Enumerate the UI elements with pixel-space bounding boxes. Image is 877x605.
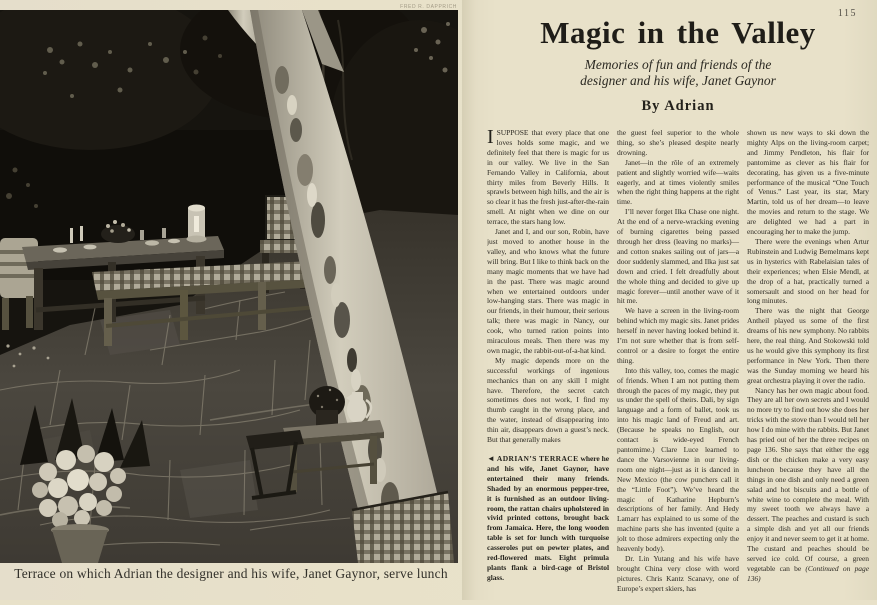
paragraph-text: Nancy has her own magic about food. They are all her own secrets and I would no more try to find out how she does her tricks with the stove than I would tell her how I do mine with the rabbits. But Janet has pried out of her the three recipes on page 136. She says that either the egg dish or the chicken make a very easy luncheon because they have all the things in one dish and only need a green salad and hot biscuits and a bottle of white wine to complete the meal. With my sweet tooth we always have a dessert. The peaches and custard is such a simple dish and yet all our friends enjoy it and never seem to get it at home. The custard and peaches should be served ice cold. Of course, a green vegetable can be — [747, 385, 869, 573]
terrace-note — [487, 454, 609, 583]
subtitle-line-1: Memories of fun and friends of the — [584, 57, 772, 72]
hurricane-lamp — [187, 205, 207, 243]
drop-cap: I — [487, 128, 494, 148]
article-title: Magic in the Valley — [540, 15, 816, 50]
right-page — [462, 0, 877, 600]
paragraph: There were the evenings when Artur Rubinstein and Ludwig Bemelmans kept us in hysterics with Rabelaisian tales of their experiences; when Elsie Mendl, at the drop of a hat, practically turned a somersault and stood on her head for long minutes. — [747, 236, 869, 306]
page-number: 115 — [837, 8, 857, 19]
article-column-2 — [617, 128, 739, 605]
terrace-photo-illustration — [0, 10, 458, 563]
paragraph — [487, 128, 609, 227]
photo-caption: Terrace on which Adrian the designer and his wife, Janet Gaynor, serve lunch — [14, 566, 448, 581]
paragraph: There was the night that George Antheil played us some of the first dreams of his new symphony. No rabbits here, the real thing. And Stokowski told us he would give this symphony its first performance in New York. Then there was the Sunday morning we heard his great orchestra playing it over the radio. — [747, 306, 869, 385]
paragraph — [747, 386, 869, 584]
article-subtitle — [487, 57, 869, 89]
article-column-1 — [487, 128, 609, 605]
paragraph: Janet and I, and our son, Robin, have just moved to another house in the valley, and who knows what the future will bring. But I like to think back on the many magic moments that we have had in the past. There was magic around when we entertained outdoors under low-hanging stars. There was magic in our friends, in their humour, their serious talk; there was magic in Nancy, our cook, who turned ration points into miraculous meals. Then there was my own magic, the rabbit-out-of-a-hat kind. — [487, 227, 609, 355]
arrow-left-icon: ◄ — [487, 454, 495, 463]
paragraph: I’ll never forget Ilka Chase one night. At the end of a nerve-wracking evening of burning cigarettes being passed through her dress (leaving no marks)—and cotton snakes sailing out of jars—a door suddenly slammed, and Ilka just sat down and cried. I felt dreadfully about the whole thing and decided to give up magic forever—until another wave of it hit me. — [617, 207, 739, 306]
paragraph: Dr. Lin Yutang and his wife have brought China very close with word pictures. Chris Kantz Scanavy, one of Europe’s expert skiers, has — [617, 553, 739, 593]
article-column-3 — [747, 128, 869, 605]
article-columns — [487, 128, 869, 605]
terrace-note-text: where he and his wife, Janet Gaynor, have entertained their many friends. Shaded by an enormous pepper-tree, it is furnished as an outdoor living-room, the rattan chairs upholstered in vivid printed cottons, brought back from Jamaica. Here, the long wooden table is set for lunch with turquoise casseroles put on pewter plates, and red-flowered mats. Eight primula plants flank a bird-cage of Bristol glass. — [487, 454, 609, 582]
subtitle-line-2: designer and his wife, Janet Gaynor — [580, 73, 776, 88]
paragraph: shown us new ways to ski down the mighty Alps on the living-room carpet; and Jimmy Pendleton, his flair for pantomime as clever as his flair for decorating, has given us a five-minute performance of the musical “One Touch of Venus.” Last year, its star, Mary Martin, told us of her dream—to leave the movies and return to the stage. We are delighted we had a part in encouraging her to make the jump. — [747, 128, 869, 237]
paragraph: the guest feel superior to the whole thing, so she’s pleased despite nearly drowning. — [617, 128, 739, 157]
photo-credit: FRED R. DAPPRICH — [400, 4, 457, 10]
terrace-photo — [0, 10, 458, 563]
paragraph: We have a screen in the living-room behind which my magic sits. Janet prides herself in never having looked behind it. I’m not sure whether that is from self-control or a desire to forget the entire thing. — [617, 306, 739, 365]
paragraph: My magic depends more on the successful workings of ingenious mechanics than on any skill I might have. Therefore, the secret catch sometimes does not work, I find my thumb caught in the wrong place, and the water, instead of disappearing into thin air, disappears down a guest’s neck. But that generally makes — [487, 355, 609, 445]
paragraph: Janet—in the rôle of an extremely patient and slightly worried wife—waits eagerly, and at times violently smiles when the right thing happens at the right time. — [617, 157, 739, 207]
article-byline: By Adrian — [641, 98, 715, 114]
terrace-note-lead: ADRIAN’S TERRACE — [496, 454, 579, 463]
paragraph: Into this valley, too, comes the magic of friends. When I am not putting them through the paces of my magic, they put us under the spell of theirs. Dali, by sign language and a form of ballet, took us into his magic land of Freud and art. (Because he speaks no English, our contact is wide-eyed French pantomime.) Clare Luce learned to dance the Varsovienne in our living-room one night—just as it is danced in New Mexico (the cow punchers call it the “Little Foot”). We’ve heard the magic of Katharine Hepburn’s descriptions of her family. And Hedy Lamarr has explained to us some of the machine parts she has invented (quite a jolt to those admirers expecting only the heavenly body). — [617, 365, 739, 554]
continued-note: (Continued on page 136) — [747, 563, 869, 583]
paragraph-text: SUPPOSE that every place that one loves holds some magic, and we definitely feel that there is magic for us in our valley. We live in the San Fernando Valley in California, about thirty miles from Beverly Hills. It sprawls between high hills, and the air is so clear it has the fresh just-after-the-rain smell. At night when we dine on our terrace, the stars hang low. — [487, 128, 609, 227]
